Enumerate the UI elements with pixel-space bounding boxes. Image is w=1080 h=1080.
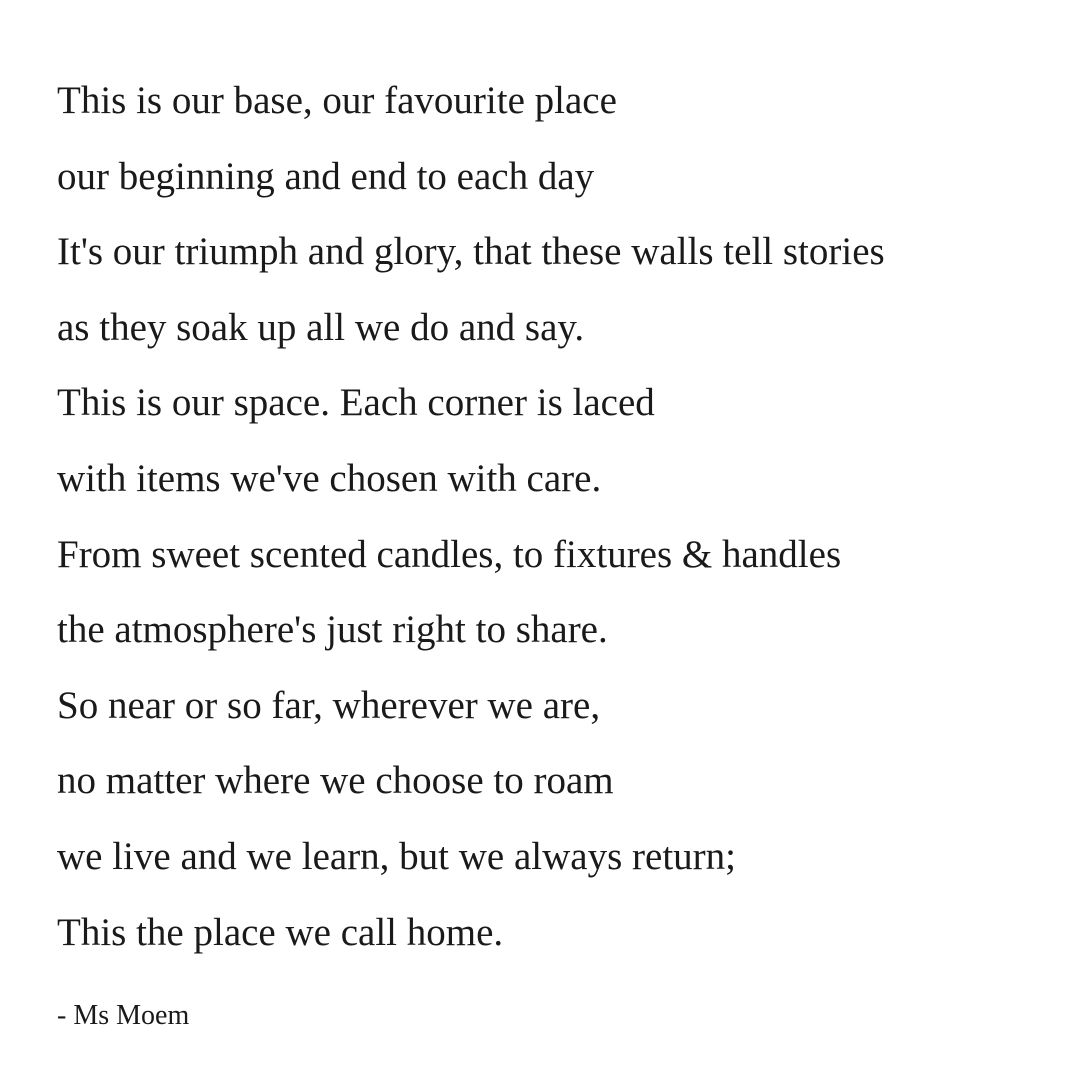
poem-line: no matter where we choose to roam (57, 759, 614, 803)
poem-line: we live and we learn, but we always return; (57, 834, 736, 878)
poem-line: as they soak up all we do and say. (57, 305, 585, 349)
poem-line: with items we've chosen with care. (57, 456, 602, 500)
poem-attribution: - Ms Moem (57, 1000, 190, 1031)
poem-line: It's our triumph and glory, that these walls tell stories (57, 230, 885, 274)
poem-line: This is our space. Each corner is laced (57, 381, 655, 425)
poem-line: This is our base, our favourite place (57, 79, 617, 122)
poem-line: the atmosphere's just right to share. (57, 608, 608, 652)
poem-body (57, 63, 1072, 970)
poem-line: our beginning and end to each day (57, 154, 595, 198)
poem-line: From sweet scented candles, to fixtures & handles (57, 532, 842, 576)
poem-line: So near or so far, wherever we are, (57, 683, 601, 727)
poem-line: This the place we call home. (57, 910, 504, 954)
